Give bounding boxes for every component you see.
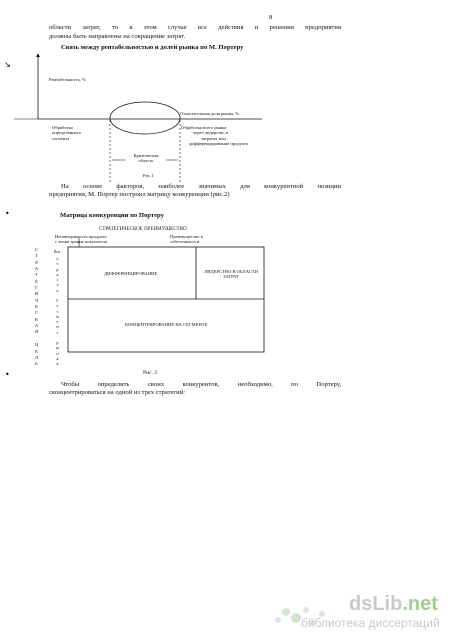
x-axis-label: Относительная доля рынка, % bbox=[180, 111, 240, 116]
paragraph-1-line-1: На основе факторов, наиболее значимых для конкурентной позиции bbox=[61, 183, 341, 190]
right-note: Обработка всего рынка через лидерство в затратах или дифференцирование продукта bbox=[181, 125, 249, 147]
col-header-cost: Преимущество в себестоимости bbox=[170, 234, 203, 245]
paragraph-1-line-2: предприятия, М. Портер построил матрицу конкуренции (рис.2) bbox=[49, 191, 230, 198]
page-number: 8 bbox=[269, 14, 273, 21]
side-label-vsya: Вся bbox=[54, 250, 60, 254]
watermark-subtitle: библиотека диссертаций bbox=[301, 616, 440, 630]
y-axis-label: Рентабельность, % bbox=[49, 77, 86, 82]
strategic-advantage-heading: СТРАТЕГИЧЕСКОЕ ПРЕИМУЩЕСТВО bbox=[99, 227, 187, 232]
section-title-matrix: Матрица конкуренции по Портеру bbox=[60, 212, 164, 219]
left-note: Обработка определенного сегмента bbox=[52, 125, 82, 141]
cell-differentiation: ДИФФЕРЕНЦИРОВАНИЕ bbox=[104, 271, 158, 276]
cell-segment-concentration: КОНЦЕНТРИРОВАНИЕ НА СЕГМЕНТЕ bbox=[125, 322, 208, 327]
margin-mark-bullet: • bbox=[5, 209, 10, 218]
intro-line-1: области затрат, то в этом случае все действия и решения предприятия bbox=[49, 24, 341, 31]
critical-area-label: Критическая область bbox=[126, 153, 166, 164]
figure2-caption: Рис. 2 bbox=[143, 370, 158, 376]
margin-mark-bullet: • bbox=[5, 370, 10, 379]
matrix-frame bbox=[68, 247, 264, 352]
col-header-uniqueness: Неповторимость продукта с точки зрения покупателя bbox=[55, 234, 107, 245]
figure1-caption: Рис.1 bbox=[143, 173, 154, 178]
side-label-industry-segment: о т р а с л ь С е г м е н т р ы н к а bbox=[56, 256, 59, 366]
section-title-profitability: Связь между рентабельностью и долей рынка по М. Портеру bbox=[61, 44, 244, 51]
paragraph-2-line-1: Чтобы определить своих конкурентов, необходимо, по Портеру, bbox=[61, 381, 341, 388]
cell-cost-leadership: ЛИДЕРСТВО В ОБЛАСТИ ЗАТРАТ bbox=[204, 269, 258, 280]
paragraph-2-line-2: сконцентрироваться на одной из трех стратегий: bbox=[49, 389, 186, 396]
intro-line-2: должны быть направлены на сокращение затрат. bbox=[49, 33, 186, 40]
watermark-logo: dsLib.net bbox=[349, 593, 438, 615]
side-label-strategic-target: С Т Р А Т Е Г И Ч Е С К А Я Ц Е Л Ь bbox=[34, 247, 39, 367]
margin-mark-arrow: ↘ bbox=[4, 60, 11, 69]
